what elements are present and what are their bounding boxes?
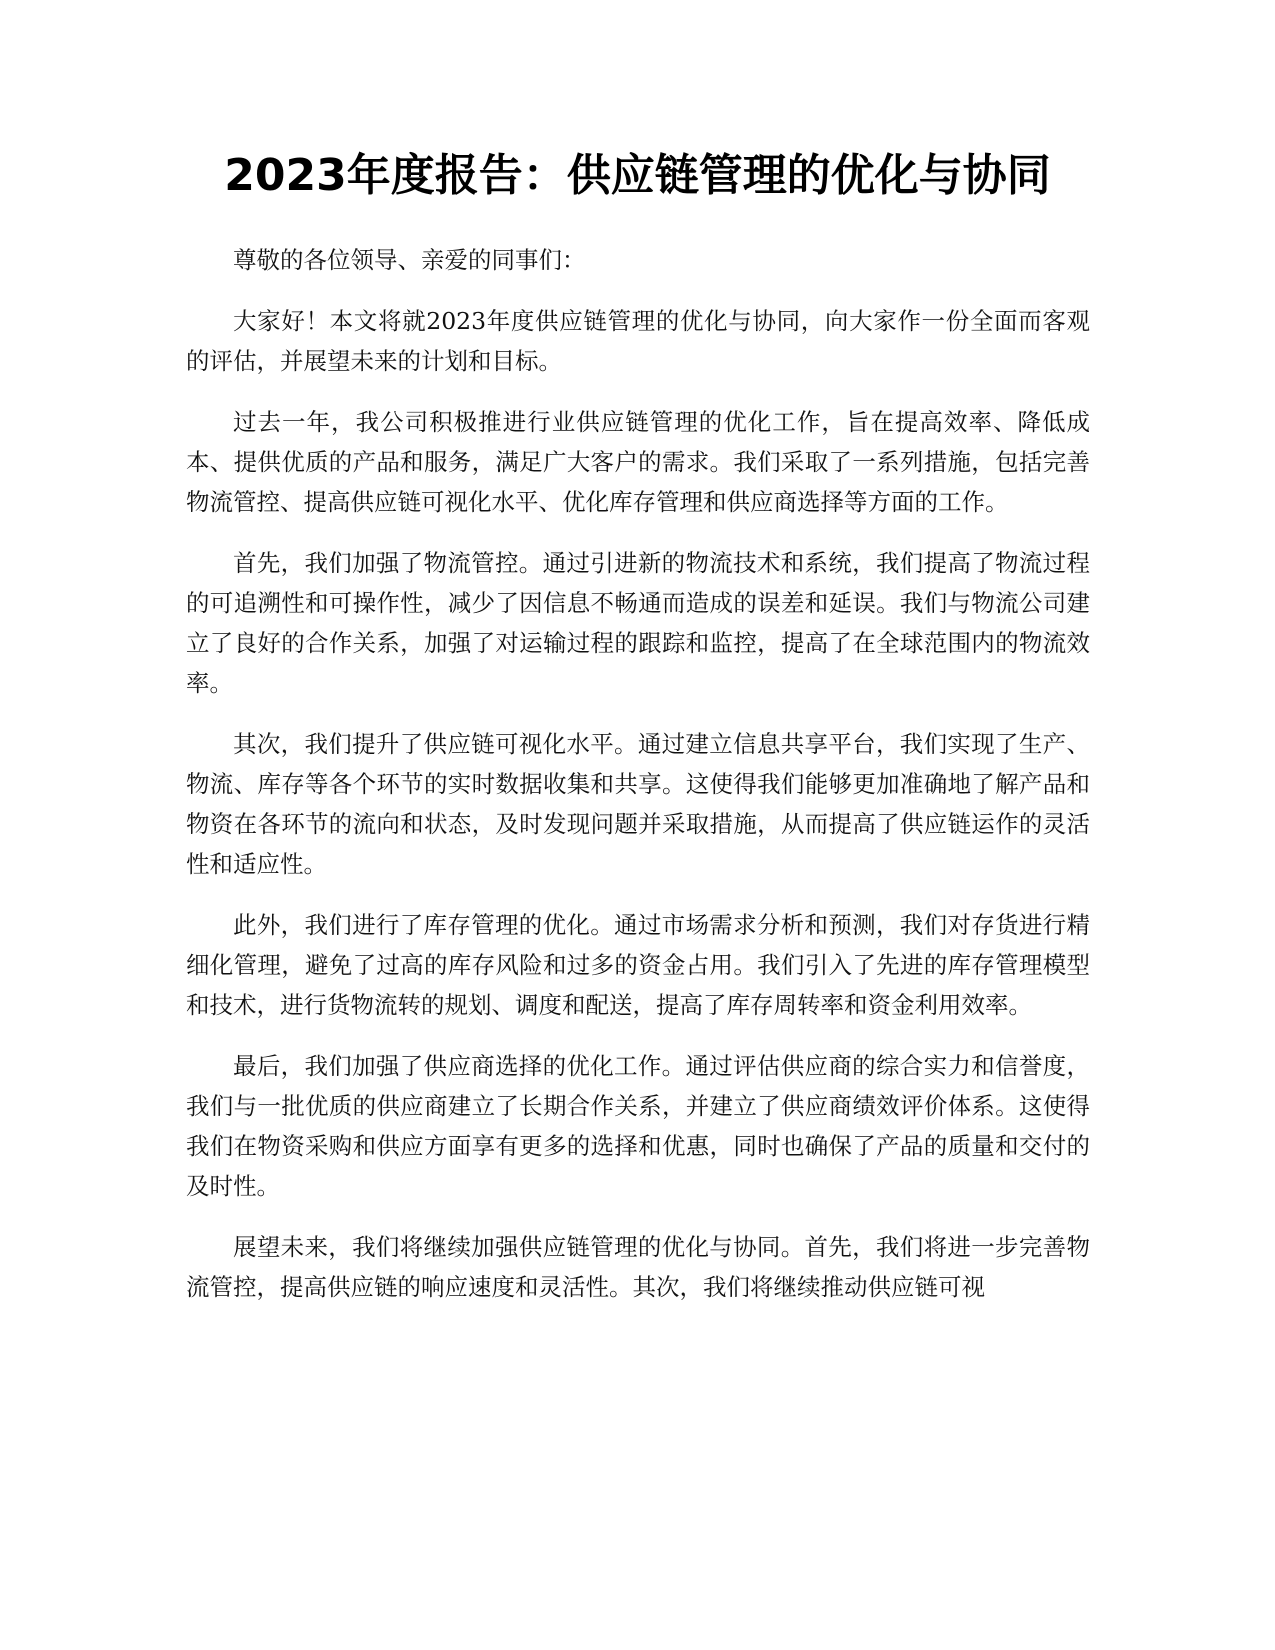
paragraph-intro: 大家好！本文将就2023年度供应链管理的优化与协同，向大家作一份全面而客观的评估，并展望未来的计划和目标。 <box>186 307 1090 375</box>
document-title: 2023年度报告：供应链管理的优化与协同 <box>224 150 1051 201</box>
paragraph-logistics: 首先，我们加强了物流管控。通过引进新的物流技术和系统，我们提高了物流过程的可追溯性和可操作性，减少了因信息不畅通而造成的误差和延误。我们与物流公司建立了良好的合作关系，加强了对运输过程的跟踪和监控，提高了在全球范围内的物流效率。 <box>186 549 1090 697</box>
paragraph-outlook: 展望未来，我们将继续加强供应链管理的优化与协同。首先，我们将进一步完善物流管控，提高供应链的响应速度和灵活性。其次，我们将继续推动供应链可视 <box>186 1233 1090 1301</box>
paragraph-visibility: 其次，我们提升了供应链可视化水平。通过建立信息共享平台，我们实现了生产、物流、库存等各个环节的实时数据收集和共享。这使得我们能够更加准确地了解产品和物资在各环节的流向和状态，及时发现问题并采取措施，从而提高了供应链运作的灵活性和适应性。 <box>186 730 1090 878</box>
paragraph-suppliers: 最后，我们加强了供应商选择的优化工作。通过评估供应商的综合实力和信誉度，我们与一批优质的供应商建立了长期合作关系，并建立了供应商绩效评价体系。这使得我们在物资采购和供应方面享有更多的选择和优惠，同时也确保了产品的质量和交付的及时性。 <box>186 1052 1090 1200</box>
paragraph-inventory: 此外，我们进行了库存管理的优化。通过市场需求分析和预测，我们对存货进行精细化管理，避免了过高的库存风险和过多的资金占用。我们引入了先进的库存管理模型和技术，进行货物流转的规划、调度和配送，提高了库存周转率和资金利用效率。 <box>186 911 1090 1019</box>
salutation: 尊敬的各位领导、亲爱的同事们： <box>233 246 586 274</box>
document-body <box>186 240 1090 1328</box>
paragraph-overview: 过去一年，我公司积极推进行业供应链管理的优化工作，旨在提高效率、降低成本、提供优质的产品和服务，满足广大客户的需求。我们采取了一系列措施，包括完善物流管控、提高供应链可视化水平、优化库存管理和供应商选择等方面的工作。 <box>186 408 1090 516</box>
